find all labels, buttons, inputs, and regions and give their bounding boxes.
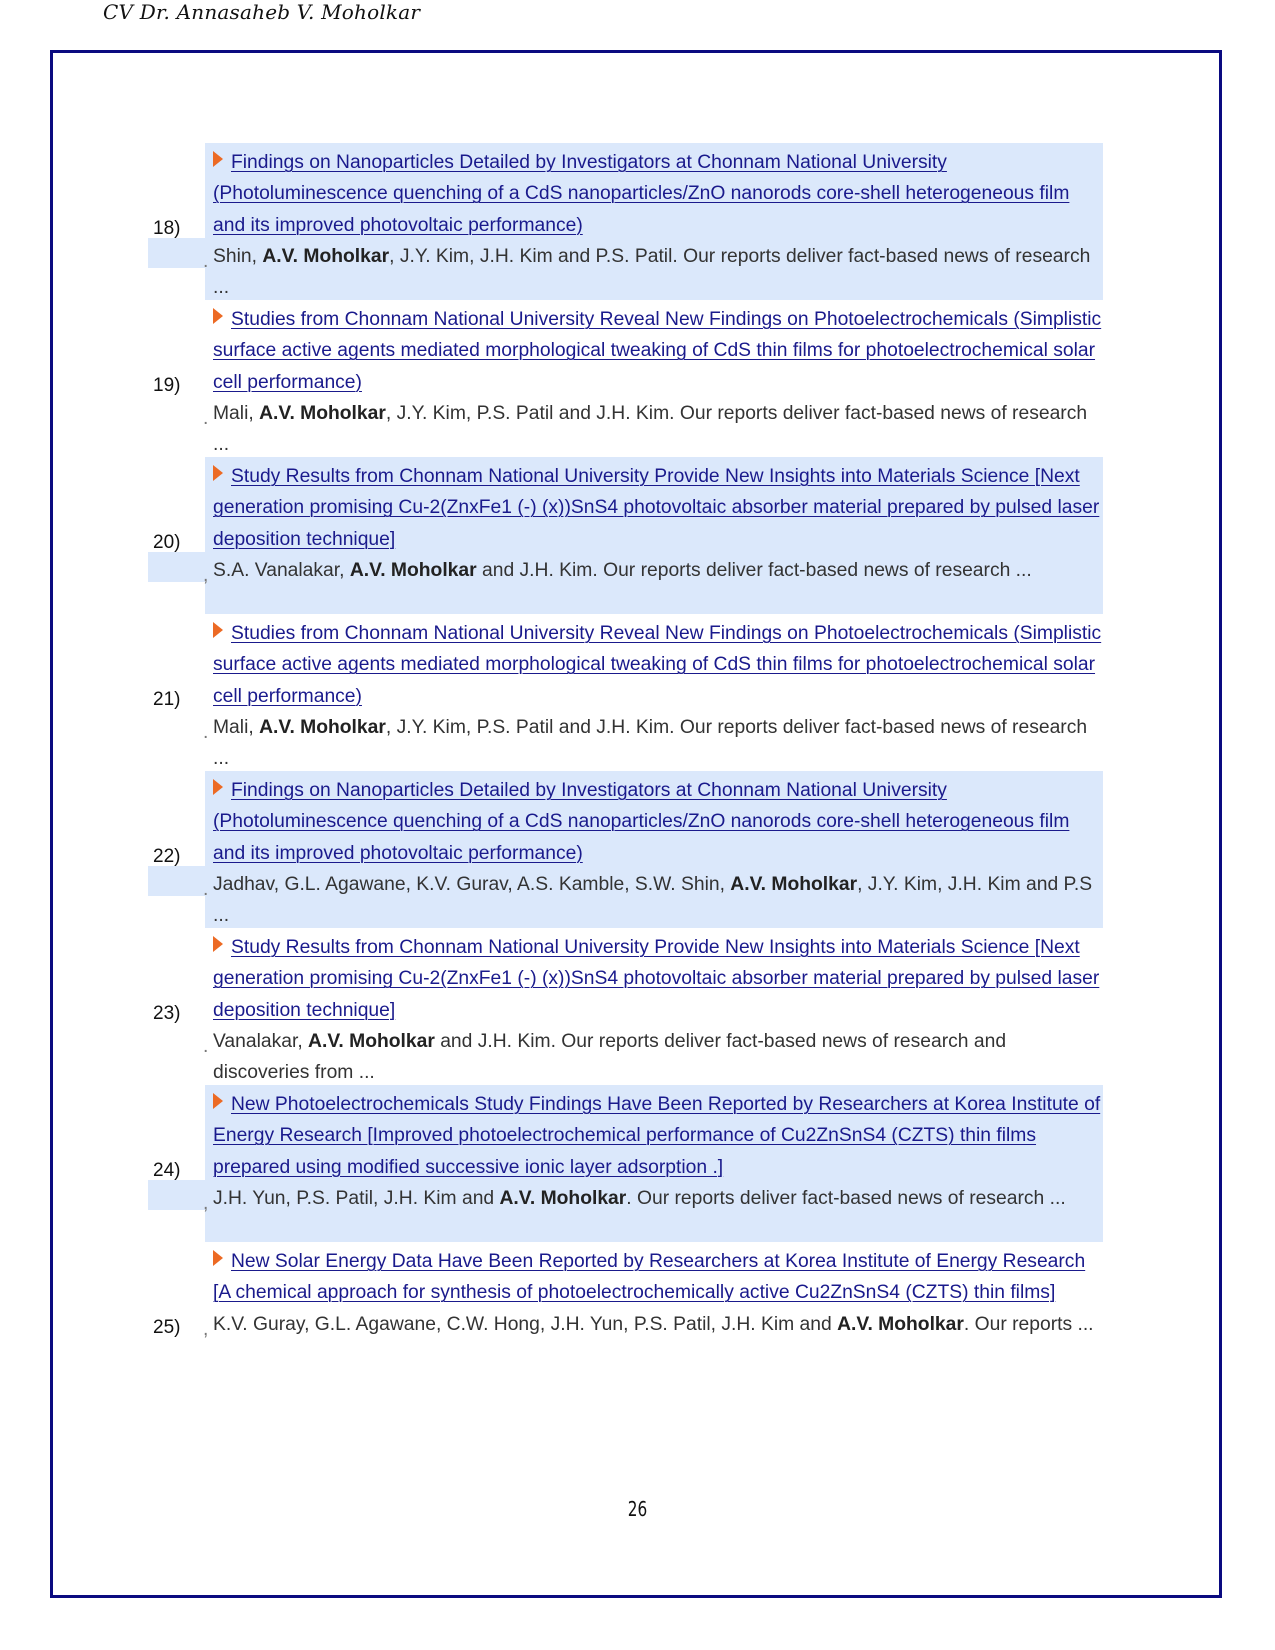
- authors-text: and J.H. Kim. Our reports deliver fact-based news of research ...: [476, 559, 1032, 581]
- authors-text: Shin,: [213, 245, 263, 267]
- highlighted-author: A.V. Moholkar: [262, 245, 390, 267]
- highlighted-author: A.V. Moholkar: [308, 1030, 435, 1052]
- highlighted-author: A.V. Moholkar: [259, 402, 386, 424]
- bullet-dot: .: [203, 878, 209, 900]
- entry-title-link[interactable]: Study Results from Chonnam National University Provide New Insights into Materials Science [Next generation promising Cu-2(ZnxFe1 (-) (x))SnS4 photovoltaic absorber material prepared by pulsed laser deposition technique]: [213, 466, 1100, 550]
- entry-title-link[interactable]: Findings on Nanoparticles Detailed by Investigators at Chonnam National University (Photoluminescence quenching of a CdS nanoparticles/ZnO nanorods core-shell heterogeneous film and its improved photovoltaic performance): [213, 780, 1070, 864]
- entry-number: 20): [153, 532, 181, 553]
- list-item: [148, 614, 1108, 771]
- highlighted-author: A.V. Moholkar: [837, 1313, 964, 1335]
- bullet-dot: ,: [203, 1318, 209, 1340]
- arrow-bullet-icon: [213, 779, 223, 795]
- entry-title-link[interactable]: Studies from Chonnam National University Reveal New Findings on Photoelectrochemicals (Simplistic surface active agents mediated morphological tweaking of CdS thin films for photoelectrochemical solar cell performance): [213, 623, 1102, 707]
- document-header-title: CV Dr. Annasaheb V. Moholkar: [103, 0, 421, 24]
- arrow-bullet-icon: [213, 622, 223, 638]
- authors-text: K.V. Guray, G.L. Agawane, C.W. Hong, J.H. Yun, P.S. Patil, J.H. Kim and: [213, 1313, 838, 1335]
- entry-number: 21): [153, 689, 181, 710]
- authors-text: . Our reports ...: [963, 1313, 1094, 1335]
- entry-authors: [203, 1313, 1094, 1340]
- authors-text: , J.Y. Kim, J.H. Kim and P.S. Patil. Our reports deliver fact-based news of research ...: [213, 245, 1091, 299]
- bullet-dot: ,: [203, 1192, 209, 1214]
- entry-title-link[interactable]: New Photoelectrochemicals Study Findings Have Been Reported by Researchers at Korea Institute of Energy Research [Improved photoelectrochemical performance of Cu2ZnSnS4 (CZTS) thin films prepared using modified successive ionic layer adsorption .]: [213, 1094, 1101, 1178]
- arrow-bullet-icon: [213, 1093, 223, 1109]
- arrow-bullet-icon: [213, 308, 223, 324]
- list-item: [148, 143, 1108, 300]
- publication-news-list: [148, 143, 1108, 1399]
- authors-text: and J.H. Kim. Our reports deliver fact-based news of research and discoveries from ...: [213, 1030, 1007, 1084]
- list-item: [148, 300, 1108, 457]
- arrow-bullet-icon: [213, 936, 223, 952]
- entry-number: 24): [153, 1160, 181, 1181]
- entry-title-link[interactable]: New Solar Energy Data Have Been Reported by Researchers at Korea Institute of Energy Research [A chemical approach for synthesis of photoelectrochemically active Cu2ZnSnS4 (CZTS) thin films]: [213, 1251, 1086, 1304]
- highlighted-author: A.V. Moholkar: [349, 559, 477, 581]
- entry-title-link[interactable]: Studies from Chonnam National University Reveal New Findings on Photoelectrochemicals (Simplistic surface active agents mediated morphological tweaking of CdS thin films for photoelectrochemical solar cell performance): [213, 309, 1102, 393]
- bullet-dot: .: [203, 721, 209, 743]
- entry-number: 22): [153, 846, 181, 867]
- entry-authors: [203, 559, 1032, 586]
- authors-text: . Our reports deliver fact-based news of research ...: [626, 1187, 1066, 1209]
- list-item: [148, 928, 1108, 1085]
- entry-authors: [203, 402, 1088, 456]
- entry-number: 18): [153, 218, 181, 239]
- highlighted-author: A.V. Moholkar: [259, 716, 386, 738]
- arrow-bullet-icon: [213, 1250, 223, 1266]
- entry-authors: [203, 1187, 1066, 1214]
- authors-text: Jadhav, G.L. Agawane, K.V. Gurav, A.S. Kamble, S.W. Shin,: [213, 873, 731, 895]
- entry-authors: [203, 873, 1093, 927]
- bullet-dot: ,: [203, 564, 209, 586]
- highlighted-author: A.V. Moholkar: [730, 873, 858, 895]
- authors-text: Vanalakar,: [213, 1030, 309, 1052]
- bullet-dot: .: [203, 407, 209, 429]
- bullet-dot: .: [203, 250, 209, 272]
- entry-title-link[interactable]: Findings on Nanoparticles Detailed by Investigators at Chonnam National University (Photoluminescence quenching of a CdS nanoparticles/ZnO nanorods core-shell heterogeneous film and its improved photovoltaic performance): [213, 152, 1070, 236]
- list-item: [148, 457, 1108, 614]
- bullet-dot: .: [203, 1035, 209, 1057]
- list-item: [148, 771, 1108, 928]
- authors-text: , J.Y. Kim, J.H. Kim and P.S ...: [213, 873, 1093, 927]
- authors-text: Mali,: [213, 402, 260, 424]
- arrow-bullet-icon: [213, 151, 223, 167]
- entry-number: 19): [153, 375, 181, 396]
- authors-text: , J.Y. Kim, P.S. Patil and J.H. Kim. Our reports deliver fact-based news of research ...: [213, 402, 1088, 456]
- authors-text: , J.Y. Kim, P.S. Patil and J.H. Kim. Our reports deliver fact-based news of research ...: [213, 716, 1088, 770]
- entry-authors: [203, 716, 1088, 770]
- page-number: 26: [627, 1497, 648, 1521]
- entry-title-link[interactable]: Study Results from Chonnam National University Provide New Insights into Materials Science [Next generation promising Cu-2(ZnxFe1 (-) (x))SnS4 photovoltaic absorber material prepared by pulsed laser deposition technique]: [213, 937, 1100, 1021]
- entry-authors: [203, 1030, 1007, 1084]
- list-item: [148, 1085, 1108, 1242]
- entry-number: 23): [153, 1003, 181, 1024]
- entry-number: 25): [153, 1317, 181, 1338]
- authors-text: S.A. Vanalakar,: [213, 559, 350, 581]
- authors-text: Mali,: [213, 716, 260, 738]
- entry-authors: [203, 245, 1091, 299]
- arrow-bullet-icon: [213, 465, 223, 481]
- list-item: [148, 1242, 1108, 1399]
- highlighted-author: A.V. Moholkar: [499, 1187, 627, 1209]
- authors-text: J.H. Yun, P.S. Patil, J.H. Kim and: [213, 1187, 500, 1209]
